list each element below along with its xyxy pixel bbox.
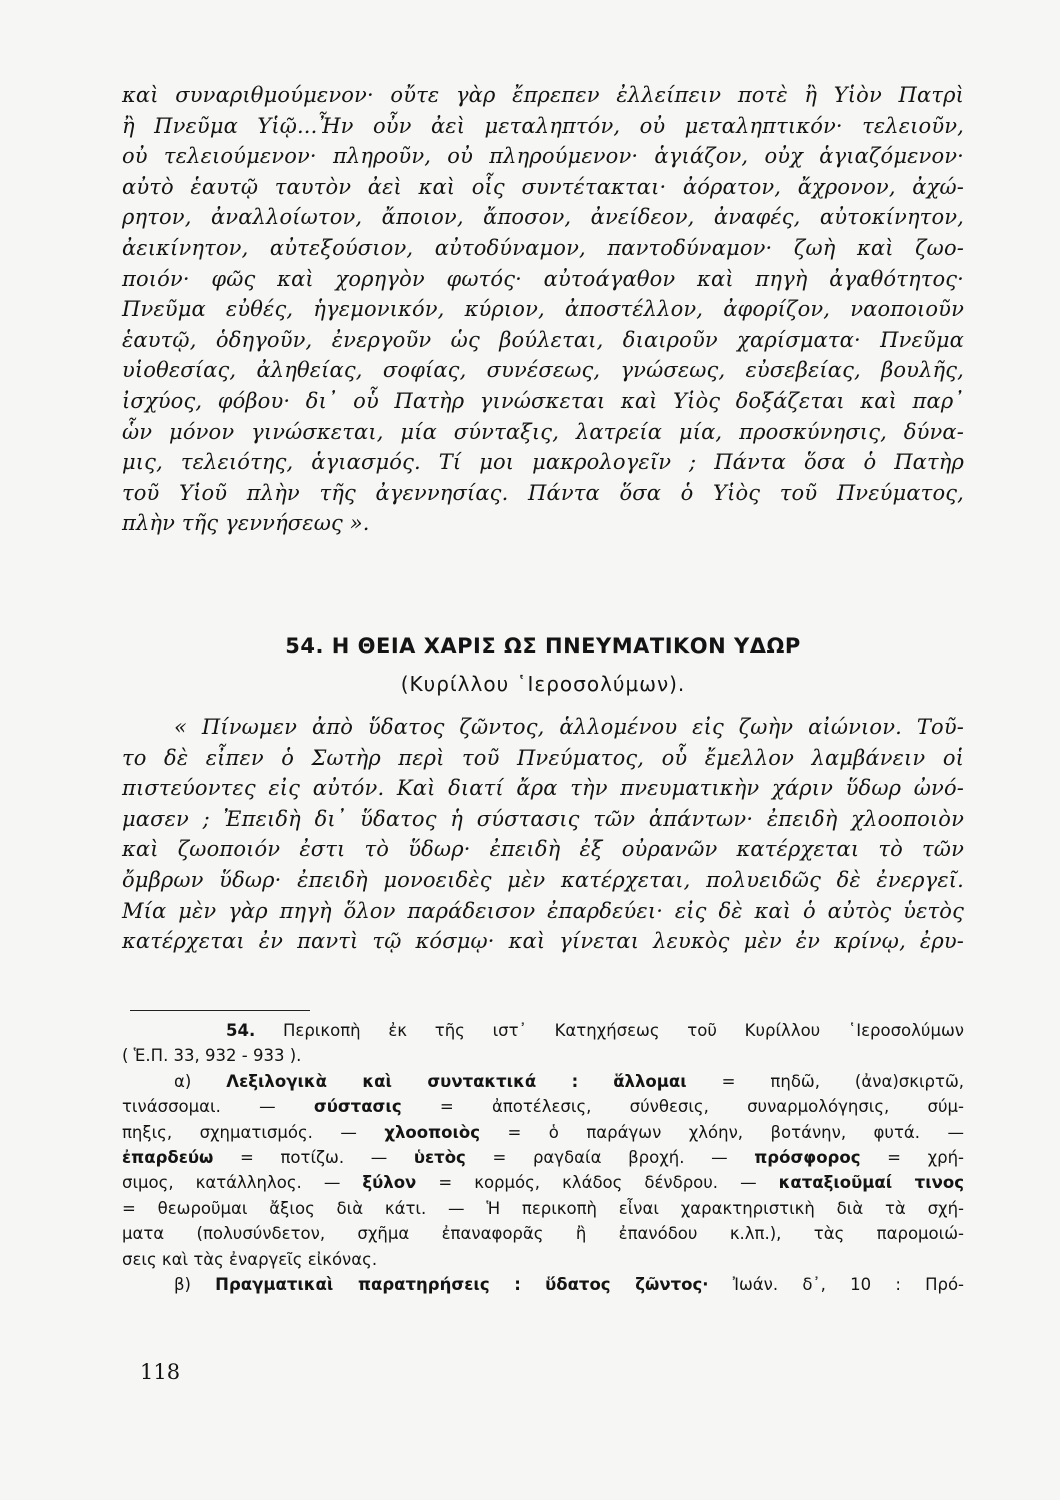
- note-gloss: Ἰωάν. δ᾽, 10 : Πρό-: [732, 1274, 965, 1294]
- text-line: Πνεῦμα εὐθές, ἡγεμονικόν, κύριον, ἀποστέλλον, ἀφορίζον, ναοποιοῦν: [122, 297, 964, 322]
- note-ref-text: Περικοπὴ ἐκ τῆς ιστ᾽ Κατηχήσεως τοῦ Κυρίλλου ῾Ιεροσολύμων: [283, 1021, 964, 1040]
- note-a-title: Λεξιλογικὰ καὶ συντακτικά :: [226, 1071, 579, 1091]
- text-line: το δὲ εἶπεν ὁ Σωτὴρ περὶ τοῦ Πνεύματος, οὗ ἔμελλον λαμβάνειν οἱ: [122, 745, 964, 770]
- note-term: ἅλλομαι: [613, 1071, 687, 1091]
- note-term: χλοοποιὸς: [384, 1122, 481, 1142]
- text-line: καὶ συναριθμούμενον· οὔτε γὰρ ἔπρεπεν ἐλλείπειν ποτὲ ἢ Υἱὸν Πατρὶ: [122, 83, 964, 107]
- note-ref-number: 54.: [226, 1021, 256, 1040]
- note-line: [122, 1170, 964, 1195]
- note-gloss: = κορμός, κλάδος δένδρου. —: [438, 1173, 757, 1193]
- note-gloss: = ὁ παράγων χλόην, βοτάνην, φυτά. —: [507, 1122, 964, 1142]
- text-line: τοῦ Υἱοῦ πλὴν τῆς ἀγεννησίας. Πάντα ὅσα ὁ Υἱὸς τοῦ Πνεύματος,: [122, 480, 964, 505]
- text-line: αὐτὸ ἑαυτῷ ταυτὸν ἀεὶ καὶ οἷς συντέτακται· ἀόρατον, ἄχρονον, ἀχώ-: [122, 174, 964, 199]
- text-line: ἑαυτῷ, ὁδηγοῦν, ἐνεργοῦν ὡς βούλεται, διαιροῦν χαρίσματα· Πνεῦμα: [122, 327, 964, 352]
- text-line: καὶ ζωοποιόν ἐστι τὸ ὕδωρ· ἐπειδὴ ἐξ οὐρανῶν κατέρχεται τὸ τῶν: [122, 837, 964, 862]
- section-heading: 54. Η ΘΕΙΑ ΧΑΡΙΣ ΩΣ ΠΝΕΥΜΑΤΙΚΟΝ ΥΔΩΡ: [285, 634, 801, 658]
- note-line: [122, 1145, 964, 1170]
- note-line: ( Ἑ.Π. 33, 932 - 933 ).: [122, 1046, 302, 1066]
- note-gloss: σιμος, κατάλληλος. —: [122, 1173, 341, 1193]
- note-a-label: α): [174, 1071, 192, 1091]
- note-gloss: = χρή-: [887, 1147, 964, 1167]
- footnote-divider: [130, 1010, 310, 1011]
- text-line: μις, τελειότης, ἁγιασμός. Τί μοι μακρολογεῖν ; Πάντα ὅσα ὁ Πατὴρ: [122, 450, 964, 475]
- note-line: [122, 1094, 964, 1119]
- text-line: ἢ Πνεῦμα Υἱῷ...Ἦν οὖν ἀεὶ μεταληπτόν, οὐ μεταληπτικόν· τελειοῦν,: [122, 113, 964, 138]
- bottom-passage: [122, 712, 964, 957]
- text-line: ρητον, ἀναλλοίωτον, ἄποιον, ἄποσον, ἀνείδεον, ἀναφές, αὐτοκίνητον,: [122, 205, 964, 230]
- note-line: [122, 1018, 964, 1043]
- note-line: σεις καὶ τὰς ἐναργεῖς εἰκόνας.: [122, 1249, 378, 1269]
- note-line: [122, 1120, 964, 1145]
- text-line: οὐ τελειούμενον· πληροῦν, οὐ πληρούμενον· ἁγιάζον, οὐχ ἁγιαζόμενον·: [122, 144, 964, 169]
- text-line: υἱοθεσίας, ἀληθείας, σοφίας, συνέσεως, γνώσεως, εὐσεβείας, βουλῆς,: [122, 358, 964, 383]
- note-term: καταξιοῦμαί τινος: [778, 1173, 964, 1193]
- note-b-label: β): [174, 1274, 191, 1294]
- text-line: πιστεύοντες εἰς αὐτόν. Καὶ διατί ἄρα τὴν πνευματικὴν χάριν ὕδωρ ὠνό-: [122, 776, 964, 801]
- note-term: ὑετὸς: [413, 1147, 466, 1167]
- note-line: = θεωροῦμαι ἄξιος διὰ κάτι. — Ἡ περικοπὴ εἶναι χαρακτηριστικὴ διὰ τὰ σχή-: [122, 1198, 964, 1218]
- note-gloss: = πηδῶ, (ἀνα)σκιρτῶ,: [721, 1071, 965, 1091]
- text-line: ὧν μόνον γινώσκεται, μία σύνταξις, λατρεία μία, προσκύνησις, δύνα-: [122, 419, 964, 444]
- note-gloss: = ραγδαία βροχή. —: [492, 1147, 728, 1167]
- note-gloss: = ποτίζω. —: [240, 1147, 388, 1167]
- top-passage: [122, 80, 964, 539]
- note-line: [122, 1069, 964, 1094]
- page-number: 118: [140, 1360, 181, 1384]
- footnotes: [122, 1018, 964, 1297]
- text-line: κατέρχεται ἐν παντὶ τῷ κόσμῳ· καὶ γίνεται λευκὸς μὲν ἐν κρίνῳ, ἐρυ-: [122, 929, 964, 954]
- note-line: [122, 1272, 964, 1297]
- note-term: πρόσφορος: [754, 1147, 861, 1167]
- text-line: ἀεικίνητον, αὐτεξούσιον, αὐτοδύναμον, παντοδύναμον· ζωὴ καὶ ζωο-: [122, 235, 964, 260]
- note-gloss: = ἀποτέλεσις, σύνθεσις, συναρμολόγησις, σύμ-: [439, 1097, 965, 1117]
- text-line: « Πίνωμεν ἀπὸ ὕδατος ζῶντος, ἁλλομένου εἰς ζωὴν αἰώνιον. Τοῦ-: [174, 715, 964, 739]
- text-line: ποιόν· φῶς καὶ χορηγὸν φωτός· αὐτοάγαθον καὶ πηγὴ ἀγαθότητος·: [122, 266, 964, 291]
- note-term: ἐπαρδεύω: [122, 1147, 214, 1167]
- note-gloss: τινάσσομαι. —: [122, 1097, 276, 1117]
- text-line: μασεν ; Ἐπειδὴ δι᾽ ὕδατος ἡ σύστασις τῶν ἁπάντων· ἐπειδὴ χλοοποιὸν: [122, 806, 964, 831]
- text-line: ὄμβρων ὕδωρ· ἐπειδὴ μονοειδὲς μὲν κατέρχεται, πολυειδῶς δὲ ἐνεργεῖ.: [122, 867, 964, 892]
- note-b-title: Πραγματικαὶ παρατηρήσεις :: [215, 1274, 521, 1294]
- note-term: ὕδατος ζῶντος·: [545, 1274, 709, 1294]
- note-line: ματα (πολυσύνδετον, σχῆμα ἐπαναφορᾶς ἢ ἐπανόδου κ.λπ.), τὰς παρομοιώ-: [122, 1224, 964, 1244]
- text-line: ἰσχύος, φόβου· δι᾽ οὗ Πατὴρ γινώσκεται καὶ Υἱὸς δοξάζεται καὶ παρ᾽: [122, 388, 964, 413]
- section-subheading: (Κυρίλλου ῾Ιεροσολύμων).: [400, 672, 686, 696]
- note-term: σύστασις: [313, 1097, 402, 1117]
- note-term: ξύλον: [362, 1173, 417, 1193]
- text-line: πλὴν τῆς γεννήσεως ».: [122, 511, 370, 536]
- note-gloss: πηξις, σχηματισμός. —: [122, 1122, 357, 1142]
- text-line: Μία μὲν γὰρ πηγὴ ὅλον παράδεισον ἐπαρδεύει· εἰς δὲ καὶ ὁ αὐτὸς ὑετὸς: [122, 898, 964, 923]
